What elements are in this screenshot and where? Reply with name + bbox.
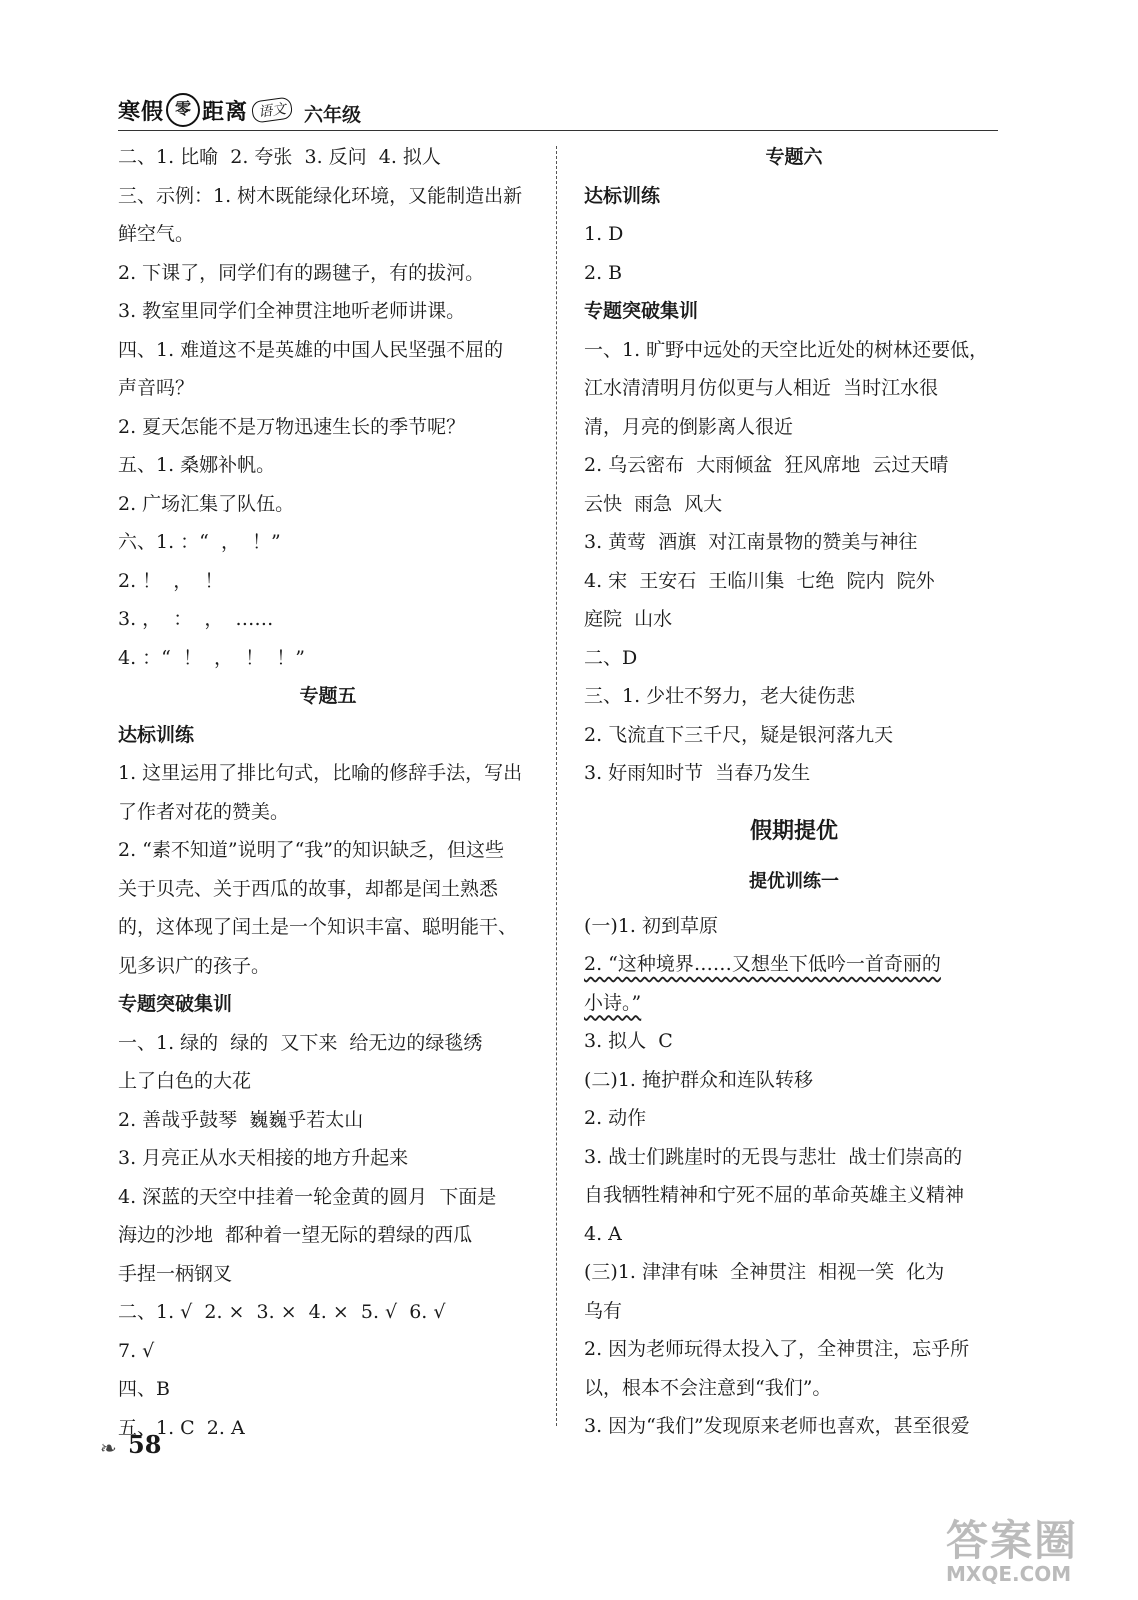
section-heading: 提优训练一 xyxy=(749,870,839,892)
logo-text-winter: 寒假 xyxy=(118,99,165,125)
answer-line: 自我牺牲精神和宁死不屈的革命英雄主义精神 xyxy=(584,1184,965,1206)
answer-line: 2. 下课了，同学们有的踢毽子，有的拔河。 xyxy=(118,261,485,284)
answer-line: 见多识广的孩子。 xyxy=(118,954,271,977)
answer-line: 2. ！ ， ！ xyxy=(118,569,224,592)
logo-subject-tag: 语文 xyxy=(251,96,294,123)
answer-line: 一、1. 旷野中远处的天空比近处的树林还要低， xyxy=(584,338,989,361)
answer-line: 三、示例：1. 树木既能绿化环境，又能制造出新 xyxy=(118,184,523,207)
answer-line xyxy=(584,945,1004,984)
answer-line: 4. A xyxy=(584,1222,622,1245)
answer-line: 2. 广场汇集了队伍。 xyxy=(118,492,295,515)
answer-line: 上了白色的大花 xyxy=(118,1070,252,1092)
answer-line: (三)1. 津津有味 全神贯注 相视一笑 化为 xyxy=(584,1261,945,1283)
answer-line: 2. 善哉乎鼓琴 巍巍乎若太山 xyxy=(118,1108,364,1131)
answer-line: 五、1. 桑娜补帆。 xyxy=(118,454,276,476)
answer-line: 二、1. 比喻 2. 夸张 3. 反问 4. 拟人 xyxy=(118,146,441,168)
answer-line: 3. 黄莺 酒旗 对江南景物的赞美与神往 xyxy=(584,531,918,553)
answer-line: 2. 因为老师玩得太投入了，全神贯注，忘乎所 xyxy=(584,1338,970,1360)
answer-line: 四、1. 难道这不是英雄的中国人民坚强不屈的 xyxy=(118,338,504,361)
book-logo xyxy=(118,92,292,128)
answer-line: 鲜空气。 xyxy=(118,223,195,245)
left-column xyxy=(118,138,538,1447)
answer-line: 2. B xyxy=(584,261,623,284)
answer-line: 1. D xyxy=(584,223,624,245)
column-divider xyxy=(556,146,557,1426)
answer-line: 海边的沙地 都种着一望无际的碧绿的西瓜 xyxy=(118,1224,473,1246)
answer-line: 四、B xyxy=(118,1378,170,1400)
answer-line: 2. 乌云密布 大雨倾盆 狂风席地 云过天晴 xyxy=(584,454,949,476)
answer-line: 了作者对花的赞美。 xyxy=(118,800,290,823)
answer-line: 1. 这里运用了排比句式，比喻的修辞手法，写出 xyxy=(118,762,523,784)
answer-line: 五、1. C 2. A xyxy=(118,1416,245,1439)
answer-line: 以，根本不会注意到“我们”。 xyxy=(584,1376,832,1399)
answer-line: 云快 雨急 风大 xyxy=(584,492,723,515)
watermark-cn: 答案圈 xyxy=(946,1516,1079,1565)
answer-line: 三、1. 少壮不努力，老大徒伤悲 xyxy=(584,685,856,707)
answer-line: 4. 深蓝的天空中挂着一轮金黄的圆月 下面是 xyxy=(118,1185,497,1208)
answer-line: 3. 拟人 C xyxy=(584,1030,673,1052)
bird-icon: ❧ xyxy=(100,1436,117,1460)
answer-line: 3. 教室里同学们全神贯注地听老师讲课。 xyxy=(118,300,466,322)
answer-line: 7. √ xyxy=(118,1339,155,1362)
answer-line: 关于贝壳、关于西瓜的故事，却都是闰土熟悉 xyxy=(118,877,499,900)
logo-text-distance: 距离 xyxy=(202,99,249,125)
answer-line: 清，月亮的倒影离人很近 xyxy=(584,415,794,438)
answer-line: 3. 因为“我们”发现原来老师也喜欢，甚至很爱 xyxy=(584,1415,970,1437)
section-heading: 达标训练 xyxy=(584,184,661,207)
right-column xyxy=(584,138,1004,1446)
logo-circle-zero: 零 xyxy=(166,93,200,127)
watermark-en: MXQE.COM xyxy=(946,1562,1072,1586)
answer-line: 二、1. √ 2. × 3. × 4. × 5. √ 6. √ xyxy=(118,1301,446,1323)
answer-line xyxy=(584,984,1004,1023)
answer-line: 的，这体现了闰土是一个知识丰富、聪明能干、 xyxy=(118,916,518,938)
answer-line: 3. 好雨知时节 当春乃发生 xyxy=(584,762,811,784)
answer-line: (二)1. 掩护群众和连队转移 xyxy=(584,1068,813,1091)
answer-line: 声音吗？ xyxy=(118,377,195,399)
answer-line: 二、D xyxy=(584,646,638,669)
answer-line: 3. 月亮正从水天相接的地方升起来 xyxy=(118,1147,409,1169)
page-number-badge xyxy=(100,1428,180,1468)
section-heading: 达标训练 xyxy=(118,723,195,746)
wavy-underlined-text: 2. “这种境界……又想坐下低吟一首奇丽的 xyxy=(584,953,941,975)
section-heading: 专题突破集训 xyxy=(118,993,233,1015)
answer-line: 一、1. 绿的 绿的 又下来 给无边的绿毯绣 xyxy=(118,1031,483,1054)
answer-line: 2. 夏天怎能不是万物迅速生长的季节呢？ xyxy=(118,415,466,438)
wavy-underlined-text: 小诗。” xyxy=(584,991,642,1014)
answer-line: (一)1. 初到草原 xyxy=(584,914,718,937)
answer-line: 乌有 xyxy=(584,1299,623,1322)
answer-line: 4. ：“ ！ ， ！ ！” xyxy=(118,646,305,669)
section-heading: 假期提优 xyxy=(749,817,838,844)
grade-label: 六年级 xyxy=(304,104,362,126)
page-header xyxy=(118,92,1018,132)
section-heading: 专题突破集训 xyxy=(584,300,699,322)
page-number: 58 xyxy=(128,1430,162,1459)
answer-line: 江水清清明月仿似更与人相近 当时江水很 xyxy=(584,377,939,399)
answer-line: 4. 宋 王安石 王临川集 七绝 院内 院外 xyxy=(584,569,935,592)
answer-line: 2. 动作 xyxy=(584,1107,647,1129)
answer-line: 3. ， ： ， …… xyxy=(118,608,274,630)
answer-line: 手捏一柄钢叉 xyxy=(118,1262,233,1285)
watermark xyxy=(946,1508,1106,1588)
answer-line: 3. 战士们跳崖时的无畏与悲壮 战士们崇高的 xyxy=(584,1145,963,1168)
section-heading: 专题六 xyxy=(765,146,823,168)
answer-line: 2. 飞流直下三千尺，疑是银河落九天 xyxy=(584,723,894,746)
answer-line: 六、1. ：“ ， ！” xyxy=(118,531,281,553)
answer-line: 庭院 山水 xyxy=(584,608,673,630)
header-rule xyxy=(118,130,998,131)
answer-line: 2. “素不知道”说明了“我”的知识缺乏，但这些 xyxy=(118,839,505,861)
section-heading: 专题五 xyxy=(299,685,357,707)
